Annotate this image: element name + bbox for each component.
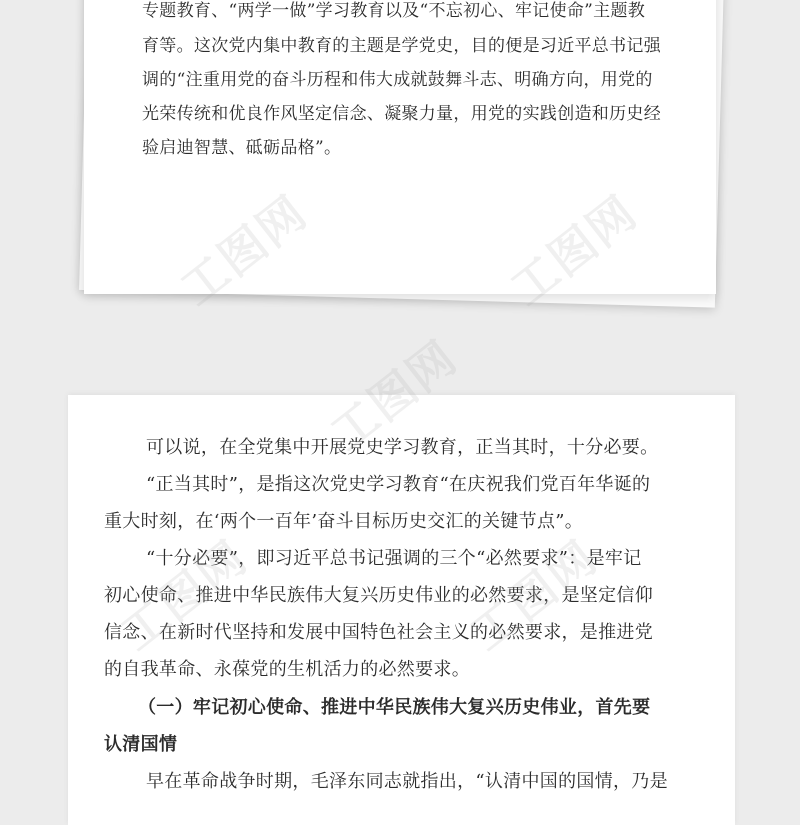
section-heading-line: （一）牢记初心使命、推进中华民族伟大复兴历史伟业，首先要: [138, 697, 651, 718]
paragraph-line: “正当其时”，是指这次党史学习教育“在庆祝我们党百年华诞的: [146, 474, 651, 495]
paragraph-line: 可以说，在全党集中开展党史学习教育，正当其时，十分必要。: [146, 437, 659, 458]
bottom-document-page: [68, 395, 735, 825]
paragraph-line: 初心使命、推进中华民族伟大复兴历史伟业的必然要求，是坚定信仰: [104, 585, 653, 606]
section-heading-line: 认清国情: [104, 734, 178, 755]
paragraph-line: 调的“注重用党的奋斗历程和伟大成就鼓舞斗志、明确方向，用党的: [142, 70, 653, 90]
paragraph-line: 验启迪智慧、砥砺品格”。: [142, 138, 342, 158]
paragraph-line: “十分必要”，即习近平总书记强调的三个“必然要求”：是牢记: [146, 548, 642, 569]
paragraph-line: 早在革命战争时期，毛泽东同志就指出，“认清中国的国情，乃是: [146, 771, 668, 792]
paragraph-line: 育等。这次党内集中教育的主题是学党史，目的便是习近平总书记强: [142, 36, 661, 56]
paragraph-line: 的自我革命、永葆党的生机活力的必然要求。: [104, 659, 470, 680]
paragraph-line: 专题教育、“两学一做”学习教育以及“不忘初心、牢记使命”主题教: [142, 1, 646, 21]
top-document-page: [84, 0, 716, 294]
paragraph-line: 光荣传统和优良作风坚定信念、凝聚力量，用党的实践创造和历史经: [142, 104, 661, 124]
paragraph-line: 重大时刻，在‘两个一百年’奋斗目标历史交汇的关键节点”。: [104, 511, 584, 532]
paragraph-line: 信念、在新时代坚持和发展中国特色社会主义的必然要求，是推进党: [104, 622, 653, 643]
